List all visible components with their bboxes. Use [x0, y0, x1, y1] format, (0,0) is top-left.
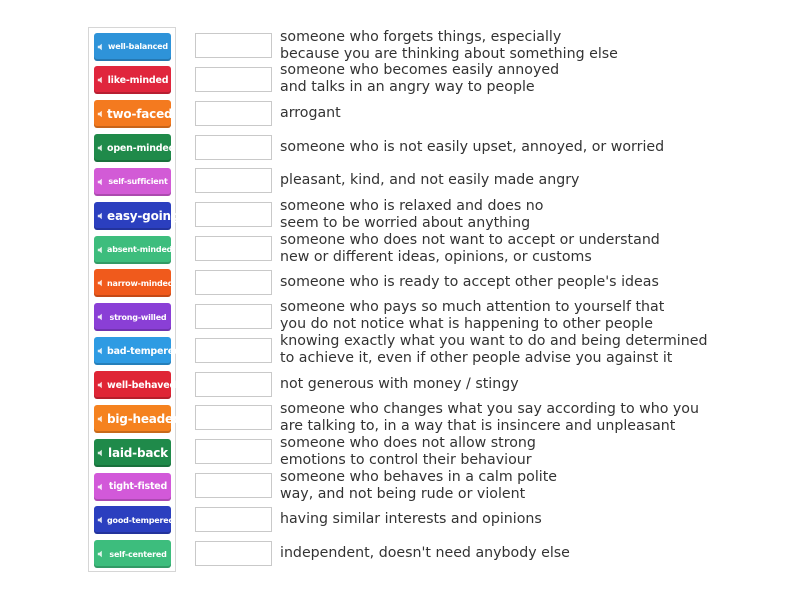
word-tile-big-headed[interactable] [94, 405, 182, 433]
definition-line: someone who is not easily upset, annoyed, or worried [280, 138, 665, 155]
definition-text [280, 62, 720, 96]
word-tile-label: strong-willed [109, 312, 167, 322]
definition-line: pleasant, kind, and not easily made angry [280, 172, 580, 189]
word-tile-easy-going[interactable] [94, 202, 180, 230]
definition-line: and talks in an angry way to people [280, 79, 535, 96]
definition-line: are talking to, in a way that is insincere and unpleasant [280, 417, 676, 434]
definition-text [280, 401, 720, 435]
word-tile-label: big-headed [107, 411, 182, 426]
answer-drop-box[interactable] [195, 202, 272, 227]
answer-drop-box[interactable] [195, 507, 272, 532]
definition-text [280, 105, 720, 122]
word-tile-label: like-minded [107, 74, 169, 86]
definition-line: someone who forgets things, especially [280, 28, 562, 45]
answer-drop-box[interactable] [195, 168, 272, 193]
word-tile-label: easy-going [107, 208, 180, 223]
word-tile-label: self-sufficient [108, 177, 168, 187]
definition-text [280, 198, 720, 232]
word-tile-well-behaved[interactable] [94, 371, 177, 399]
word-tile-label: good-tempered [107, 515, 175, 525]
answer-drop-box[interactable] [195, 304, 272, 329]
answer-drop-box[interactable] [195, 236, 272, 261]
answer-drop-box[interactable] [195, 439, 272, 464]
answer-drop-box[interactable] [195, 135, 272, 160]
speaker-icon[interactable] [97, 549, 107, 559]
definition-line: having similar interests and opinions [280, 510, 542, 527]
word-tile-label: absent-minded [107, 245, 173, 255]
word-tile-label: laid-back [108, 445, 168, 460]
word-tile-self-centered[interactable] [94, 540, 171, 568]
definition-text [280, 469, 720, 503]
definition-line: seem to be worried about anything [280, 214, 531, 231]
definition-text [280, 139, 720, 156]
definition-line: knowing exactly what you want to do and being determined [280, 333, 708, 350]
definition-text [280, 376, 720, 393]
definition-line: someone who does not want to accept or understand [280, 231, 660, 248]
speaker-icon[interactable] [97, 109, 107, 119]
speaker-icon[interactable] [97, 380, 107, 390]
definition-line: new or different ideas, opinions, or customs [280, 248, 592, 265]
speaker-icon[interactable] [97, 448, 107, 458]
speaker-icon[interactable] [97, 75, 107, 85]
definition-line: to achieve it, even if other people advise you against it [280, 350, 673, 367]
definition-line: someone who pays so much attention to yourself that [280, 299, 665, 316]
answer-drop-box[interactable] [195, 473, 272, 498]
definition-line: because you are thinking about something else [280, 45, 618, 62]
answer-drop-box[interactable] [195, 405, 272, 430]
answer-drop-box[interactable] [195, 338, 272, 363]
definition-text [280, 274, 720, 291]
word-tile-label: self-centered [109, 549, 167, 559]
definition-line: emotions to control their behaviour [280, 451, 532, 468]
speaker-icon[interactable] [97, 312, 107, 322]
speaker-icon[interactable] [97, 278, 107, 288]
definition-line: you do not notice what is happening to other people [280, 316, 653, 333]
word-tile-self-sufficient[interactable] [94, 168, 171, 196]
definition-line: someone who behaves in a calm polite [280, 468, 558, 485]
definition-line: not generous with money / stingy [280, 375, 519, 392]
word-tile-bad-tempered[interactable] [94, 337, 181, 365]
speaker-icon[interactable] [97, 482, 107, 492]
speaker-icon[interactable] [97, 177, 107, 187]
word-tile-good-tempered[interactable] [94, 506, 175, 534]
answer-drop-box[interactable] [195, 33, 272, 58]
word-tile-label: well-balanced [108, 42, 168, 51]
definition-line: someone who does not allow strong [280, 434, 536, 451]
answer-drop-box[interactable] [195, 67, 272, 92]
definition-text [280, 435, 720, 469]
speaker-icon[interactable] [97, 515, 107, 525]
word-tile-narrow-minded[interactable] [94, 269, 174, 297]
speaker-icon[interactable] [97, 42, 107, 52]
speaker-icon[interactable] [97, 414, 107, 424]
word-tile-like-minded[interactable] [94, 66, 171, 94]
word-tile-label: bad-tempered [107, 345, 181, 357]
definition-text [280, 232, 720, 266]
word-tile-bank [88, 27, 182, 572]
definition-text [280, 29, 720, 63]
speaker-icon[interactable] [97, 211, 107, 221]
answer-drop-box[interactable] [195, 101, 272, 126]
word-tile-label: tight-fisted [108, 481, 168, 493]
definition-text [280, 333, 720, 367]
answer-drop-box[interactable] [195, 372, 272, 397]
answer-drop-box[interactable] [195, 270, 272, 295]
speaker-icon[interactable] [97, 346, 107, 356]
definition-text [280, 299, 720, 333]
definition-line: independent, doesn't need anybody else [280, 544, 570, 561]
word-tile-label: narrow-minded [107, 278, 174, 288]
definition-text [280, 545, 720, 562]
word-tile-label: open-minded [107, 142, 176, 154]
word-tile-open-minded[interactable] [94, 134, 176, 162]
definition-line: someone who is ready to accept other people's ideas [280, 273, 659, 290]
definition-line: someone who is relaxed and does no [280, 197, 544, 214]
word-tile-label: well-behaved [107, 379, 177, 391]
definition-line: someone who changes what you say according to who you [280, 400, 699, 417]
definition-line: arrogant [280, 104, 341, 121]
word-tile-strong-willed[interactable] [94, 303, 171, 331]
word-tile-label: two-faced [107, 107, 173, 122]
definition-line: way, and not being rude or violent [280, 485, 526, 502]
definition-text [280, 172, 720, 189]
definition-line: someone who becomes easily annoyed [280, 62, 560, 79]
word-tile-well-balanced[interactable] [94, 33, 171, 61]
word-tile-tight-fisted[interactable] [94, 473, 171, 501]
answer-drop-box[interactable] [195, 541, 272, 566]
word-tile-absent-minded[interactable] [94, 236, 171, 264]
speaker-icon[interactable] [97, 143, 107, 153]
word-tile-laid-back[interactable] [94, 439, 171, 467]
speaker-icon[interactable] [97, 245, 107, 255]
definition-text [280, 511, 720, 528]
word-tile-two-faced[interactable] [94, 100, 171, 128]
